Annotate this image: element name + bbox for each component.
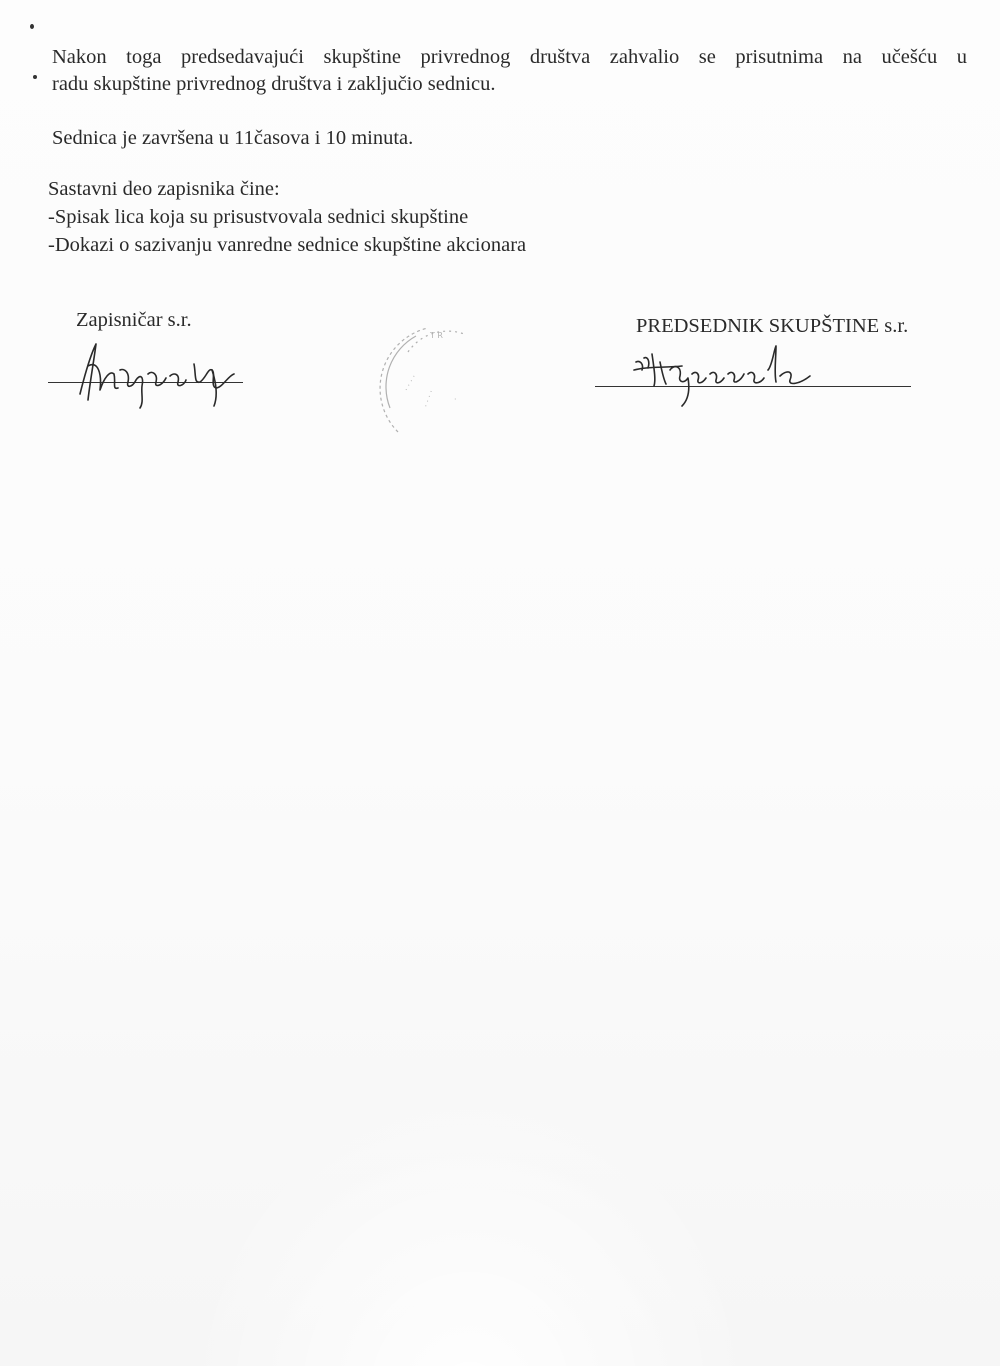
recorder-signature (44, 330, 254, 410)
ink-speck (33, 75, 37, 79)
svg-text:· · · ·: · · · · (401, 373, 419, 393)
svg-text:· · · ·: · · · · (421, 388, 436, 409)
ink-speck (30, 24, 34, 29)
closing-paragraph-line-2: radu skupštine privrednog društva i zaključio sednicu. (52, 73, 496, 95)
attachment-item: -Dokazi o sazivanju vanredne sednice skupštine akcionara (48, 234, 527, 256)
chairman-signature (630, 340, 840, 410)
recorder-label: Zapisničar s.r. (76, 309, 192, 331)
closing-paragraph (52, 44, 967, 98)
company-seal (368, 312, 518, 462)
session-end-time: Sednica je završena u 11časova i 10 minuta. (52, 127, 414, 149)
chairman-label: PREDSEDNIK SKUPŠTINE s.r. (636, 315, 909, 337)
svg-text:·: · (454, 395, 457, 404)
paper-shading (0, 980, 1000, 1366)
attachments-title: Sastavni deo zapisnika čine: (48, 178, 280, 200)
attachment-item: -Spisak lica koja su prisustvovala sednici skupštine (48, 206, 469, 228)
closing-paragraph-line-1: Nakon toga predsedavajući skupštine privrednog društva zahvalio se prisutnima na učešću u (52, 46, 967, 68)
svg-text:T R: T R (430, 331, 443, 340)
